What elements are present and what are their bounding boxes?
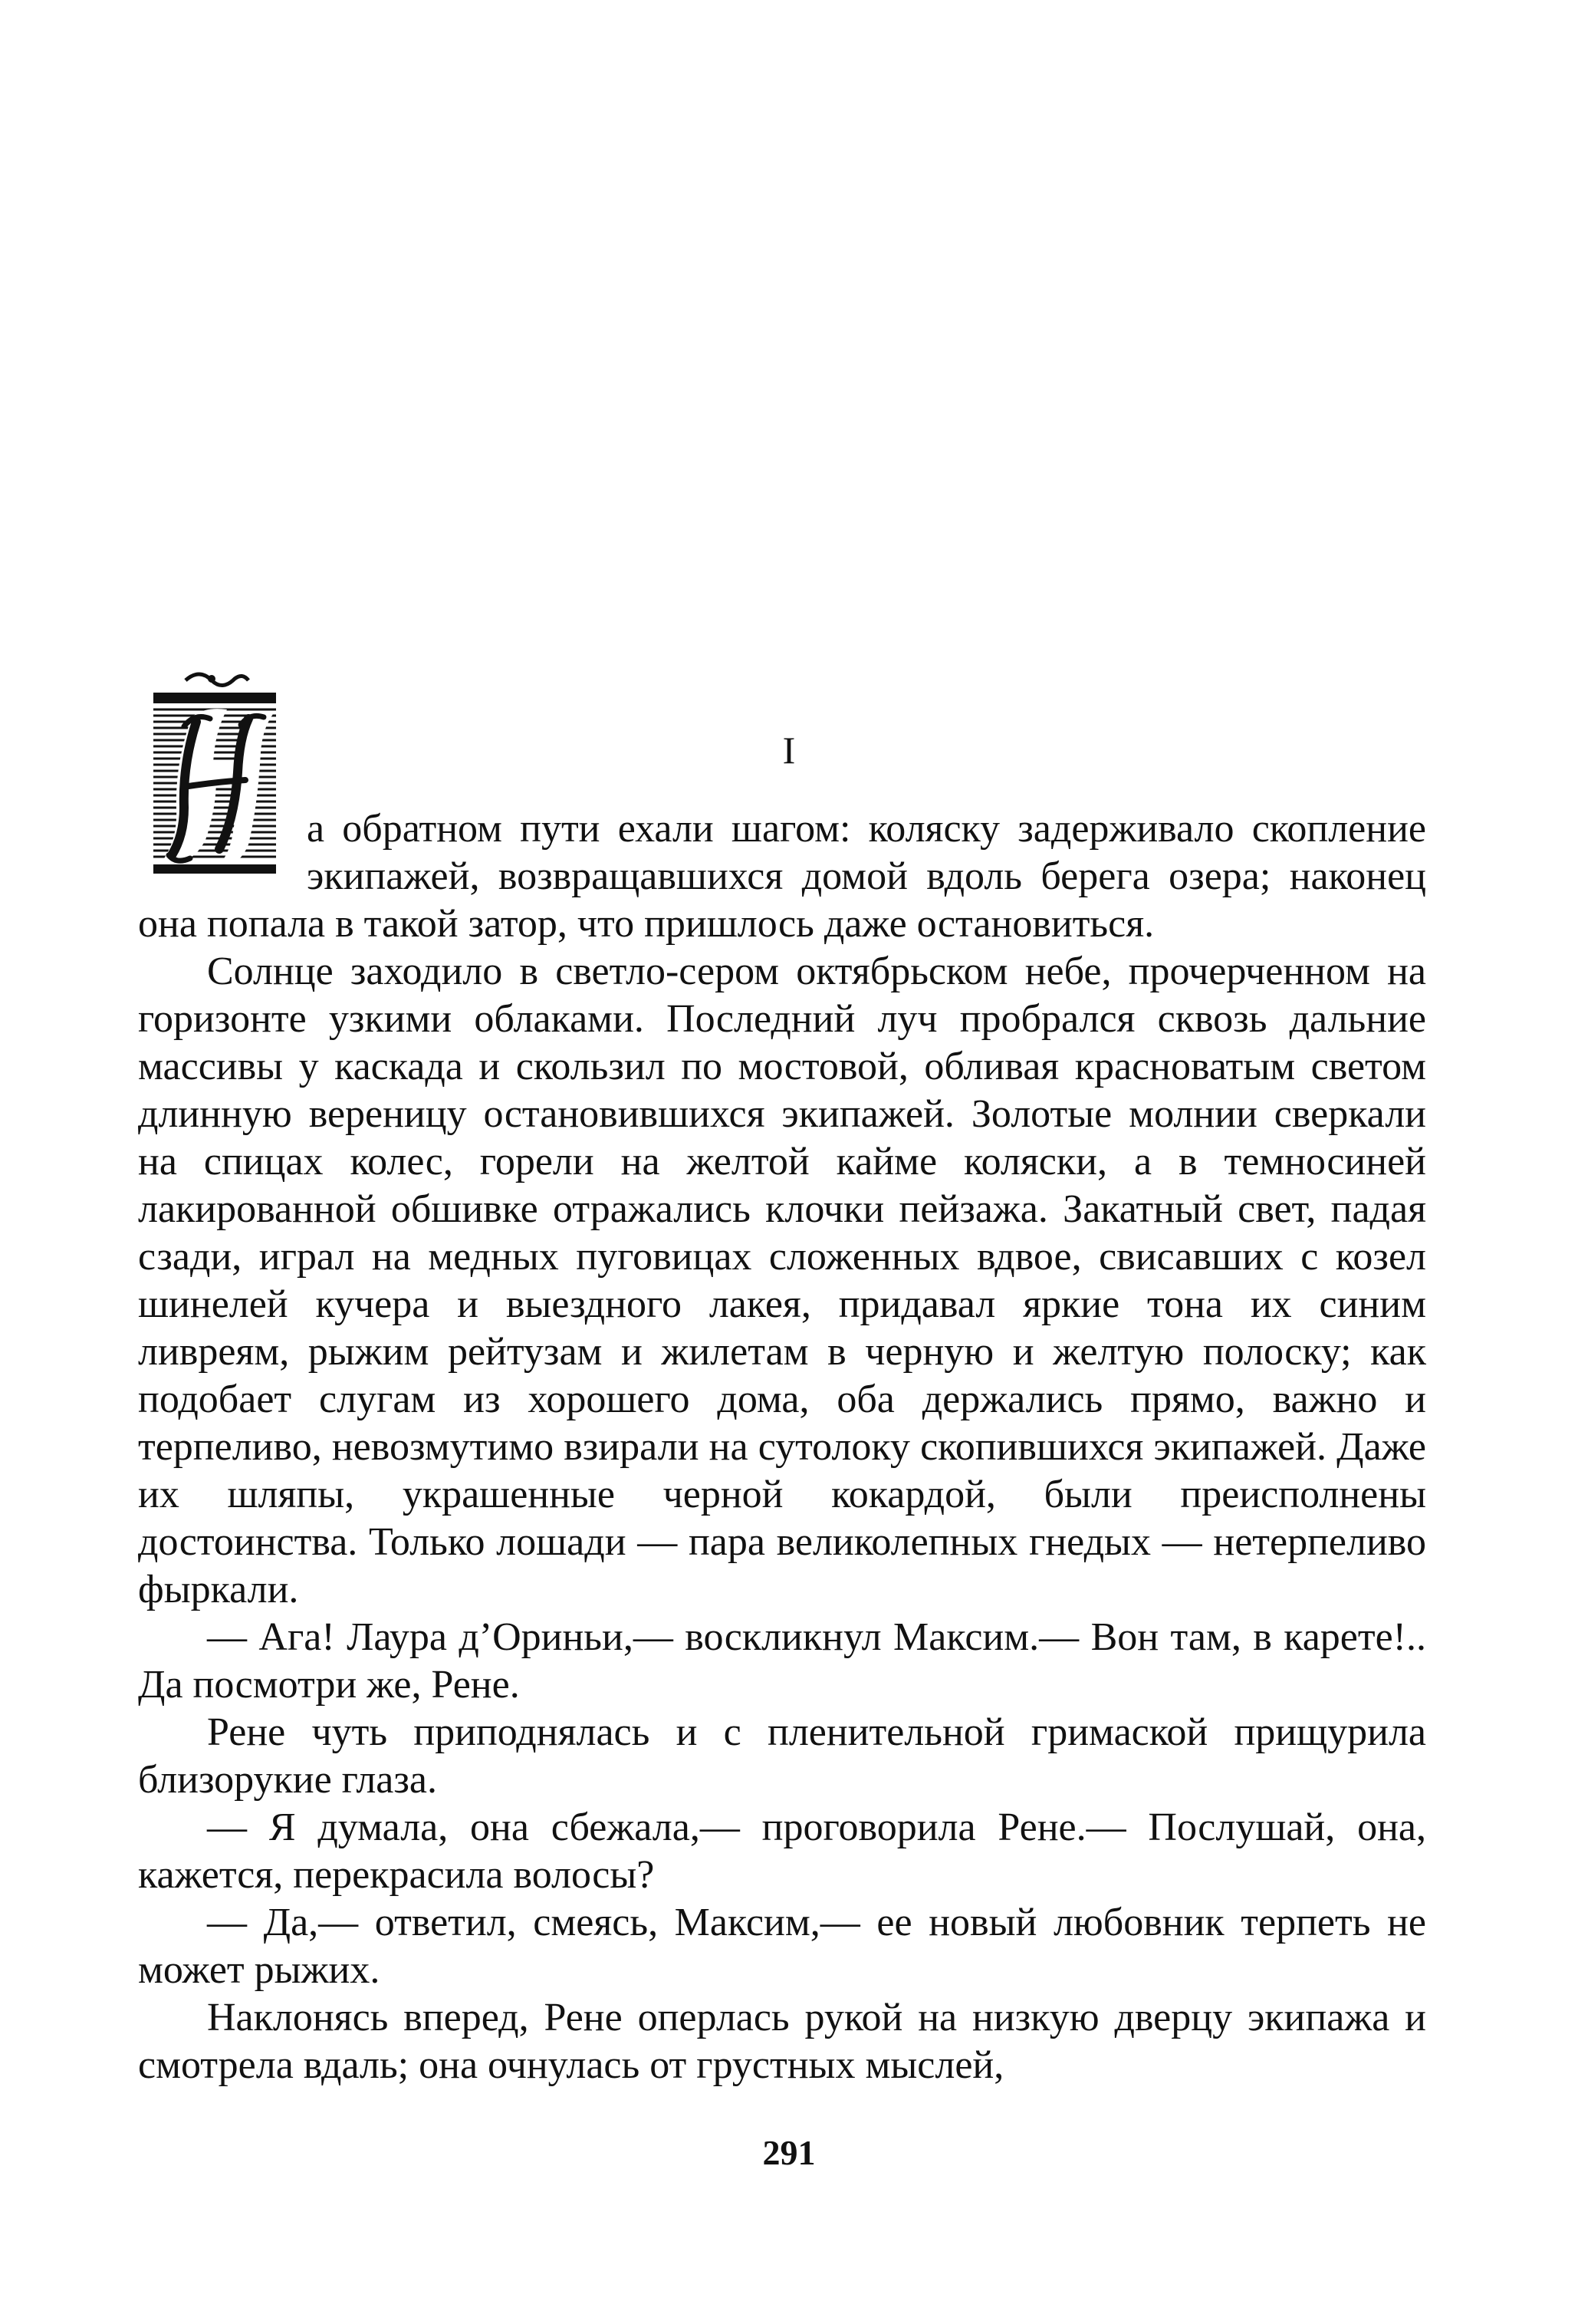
ornamental-letter-n-icon <box>138 671 291 886</box>
page-number: 291 <box>762 2133 816 2172</box>
body-text <box>138 805 1426 2089</box>
paragraph-1-text: а обратном пути ехали шагом: коляску задерживало скопление экипажей, возвращавшихся домой вдоль берега озера; наконец она попала в такой затор, что пришлось даже остановиться. <box>138 807 1426 946</box>
paragraph-7: Наклонясь вперед, Рене оперлась рукой на низкую дверцу экипажа и смотрела вдаль; она очнулась от грустных мыслей, <box>138 1996 1426 2087</box>
paragraph-6: — Да,— ответил, смеясь, Максим,— ее новый любовник терпеть не может рыжих. <box>138 1901 1426 1992</box>
chapter-number: I <box>782 729 796 772</box>
paragraph-5: — Я думала, она сбежала,— проговорила Рене.— Послушай, она, кажется, перекрасила волосы? <box>138 1806 1426 1897</box>
paragraph-3: — Ага! Лаура д’Ориньи,— воскликнул Максим.— Вон там, в карете!.. Да посмотри же, Рене. <box>138 1615 1426 1707</box>
paragraph-4: Рене чуть приподнялась и с пленительной гримаской прищурила близорукие глаза. <box>138 1710 1426 1802</box>
paragraph-2: Солнце заходило в светло-сером октябрьском небе, прочерченном на горизонте узкими облаками. Последний луч пробрался сквозь дальние массивы у каскада и скользил по мостовой, обливая красноватым светом длинную вереницу остановившихся экипажей. Золотые молнии сверкали на спицах колес, горели на желтой кайме коляски, а в темносиней лакированной обшивке отражались клочки пейзажа. Закатный свет, падая сзади, играл на медных пуговицах сложенных вдвое, свисавших с козел шинелей кучера и выездного лакея, придавал яркие тона их синим ливреям, рыжим рейтузам и жилетам в черную и желтую полоску; как подобает слугам из хорошего дома, оба держались прямо, важно и терпеливо, невозмутимо взирали на сутолоку скопившихся экипажей. Даже их шляпы, украшенные черной кокардой, были преисполнены достоинства. Только лошади — пара великолепных гнедых — нетерпеливо фыркали. <box>138 950 1426 1611</box>
paragraph-1 <box>138 805 1426 948</box>
